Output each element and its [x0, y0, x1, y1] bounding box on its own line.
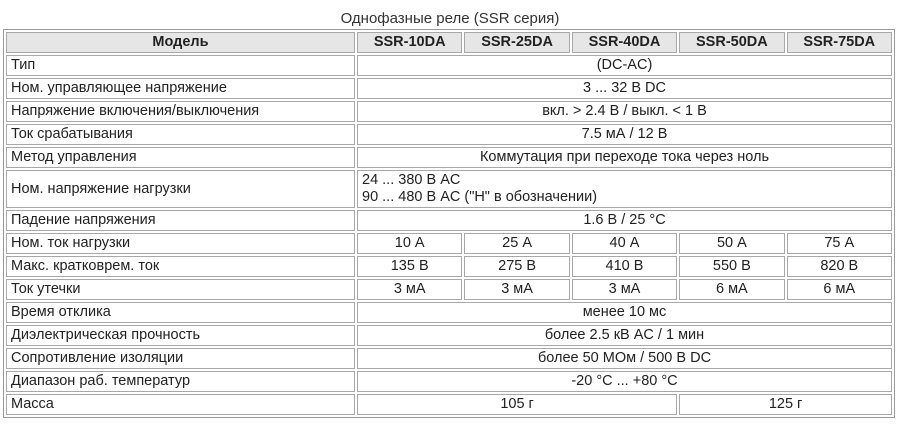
table-row: [6, 55, 892, 76]
mass-50-75da: 125 г: [679, 394, 892, 415]
header-model: Модель: [6, 32, 355, 53]
row-value-insulation: более 50 МОм / 500 В DC: [357, 348, 892, 369]
table-row: [6, 210, 892, 231]
surge-75da: 820 В: [787, 256, 892, 277]
table-row: [6, 124, 892, 145]
table-row: [6, 256, 892, 277]
header-ssr-25da: SSR-25DA: [464, 32, 569, 53]
row-label-trigger-current: Ток срабатывания: [6, 124, 355, 145]
row-label-leakage: Ток утечки: [6, 279, 355, 300]
row-label-insulation: Сопротивление изоляции: [6, 348, 355, 369]
leakage-40da: 3 мА: [572, 279, 677, 300]
header-row: [6, 32, 892, 53]
ssr-spec-table: [4, 30, 894, 417]
row-label-surge: Макс. кратковрем. ток: [6, 256, 355, 277]
row-label-voltage-drop: Падение напряжения: [6, 210, 355, 231]
surge-40da: 410 В: [572, 256, 677, 277]
table-row: [6, 170, 892, 208]
mass-10-40da: 105 г: [357, 394, 677, 415]
row-label-control-method: Метод управления: [6, 147, 355, 168]
row-label-response: Время отклика: [6, 302, 355, 323]
header-ssr-50da: SSR-50DA: [679, 32, 784, 53]
row-label-load-current: Ном. ток нагрузки: [6, 233, 355, 254]
row-value-control-voltage: 3 ... 32 В DC: [357, 78, 892, 99]
table-row: [6, 147, 892, 168]
row-value-voltage-drop: 1.6 В / 25 °C: [357, 210, 892, 231]
leakage-25da: 3 мА: [464, 279, 569, 300]
leakage-50da: 6 мА: [679, 279, 784, 300]
table-row: [6, 371, 892, 392]
row-label-switch-voltage: Напряжение включения/выключения: [6, 101, 355, 122]
row-value-load-voltage: [357, 170, 892, 208]
load-voltage-line-2: 90 ... 480 В AC ("H" в обозначении): [362, 189, 598, 205]
row-value-temperature: -20 °C ... +80 °C: [357, 371, 892, 392]
surge-10da: 135 В: [357, 256, 462, 277]
table-row: [6, 302, 892, 323]
row-value-trigger-current: 7.5 мА / 12 В: [357, 124, 892, 145]
table-row: [6, 78, 892, 99]
header-ssr-75da: SSR-75DA: [787, 32, 892, 53]
row-label-control-voltage: Ном. управляющее напряжение: [6, 78, 355, 99]
table-row: [6, 233, 892, 254]
surge-25da: 275 В: [464, 256, 569, 277]
table-caption: Однофазные реле (SSR серия): [340, 10, 560, 27]
load-current-25da: 25 А: [464, 233, 569, 254]
header-ssr-10da: SSR-10DA: [357, 32, 462, 53]
row-value-switch-voltage: вкл. > 2.4 В / выкл. < 1 В: [357, 101, 892, 122]
load-current-10da: 10 А: [357, 233, 462, 254]
leakage-10da: 3 мА: [357, 279, 462, 300]
row-label-dielectric: Диэлектрическая прочность: [6, 325, 355, 346]
load-current-75da: 75 А: [787, 233, 892, 254]
surge-50da: 550 В: [679, 256, 784, 277]
row-label-type: Тип: [6, 55, 355, 76]
table-row: [6, 101, 892, 122]
row-value-control-method: Коммутация при переходе тока через ноль: [357, 147, 892, 168]
row-value-dielectric: более 2.5 кВ AC / 1 мин: [357, 325, 892, 346]
table-row: [6, 279, 892, 300]
table-row: [6, 348, 892, 369]
row-value-response: менее 10 мс: [357, 302, 892, 323]
load-current-40da: 40 А: [572, 233, 677, 254]
table-row: [6, 325, 892, 346]
leakage-75da: 6 мА: [787, 279, 892, 300]
table-row: [6, 394, 892, 415]
load-current-50da: 50 А: [679, 233, 784, 254]
row-value-type: (DC-AC): [357, 55, 892, 76]
row-label-mass: Масса: [6, 394, 355, 415]
row-label-temperature: Диапазон раб. температур: [6, 371, 355, 392]
row-label-load-voltage: Ном. напряжение нагрузки: [6, 170, 355, 208]
header-ssr-40da: SSR-40DA: [572, 32, 677, 53]
load-voltage-line-1: 24 ... 380 В AC: [362, 172, 461, 188]
